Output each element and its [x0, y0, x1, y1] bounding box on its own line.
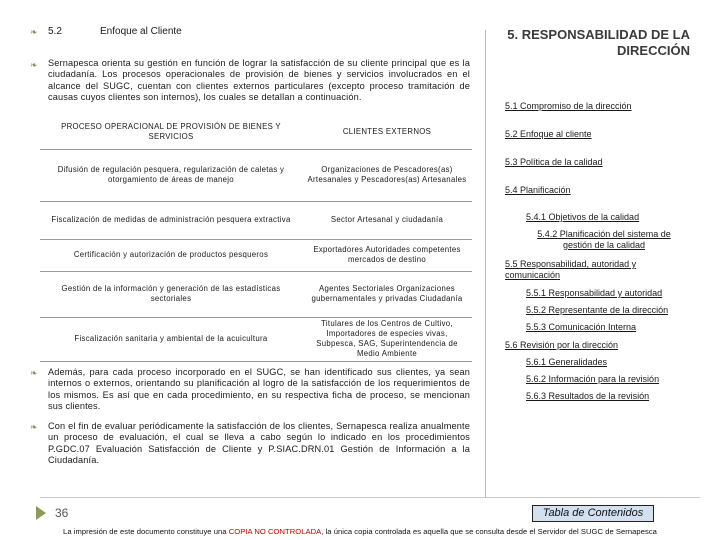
table-row [40, 239, 472, 271]
table-cell-clients: Exportadores Autoridades competentes mercados de destino [302, 239, 472, 271]
section-number: 5.2 [48, 26, 62, 37]
table-cell-process: Difusión de regulación pesquera, regularización de caletas y otorgamiento de áreas de manejo [40, 149, 302, 201]
toc-link-5-3[interactable]: 5.3 Política de la calidad [505, 157, 603, 167]
footer-notice [0, 527, 720, 536]
table-cell-clients: Agentes Sectoriales Organizaciones gubernamentales y privadas Ciudadanía [302, 271, 472, 317]
toc-link-5-4-1[interactable]: 5.4.1 Objetivos de la calidad [526, 212, 640, 222]
toc-link-5-4[interactable]: 5.4 Planificación [505, 185, 571, 195]
table-header-row [40, 115, 472, 149]
section-title: Enfoque al Cliente [100, 26, 182, 37]
bullet-marker: ❧ [30, 60, 38, 70]
table-cell-clients: Titulares de los Centros de Cultivo, Importadores de especies vivas, Subpesca, SAG, Superintendencia de Medio Ambiente [302, 317, 472, 361]
intro-paragraph: Sernapesca orienta su gestión en función de lograr la satisfacción de su cliente principal que es la ciudadanía. Los procesos operacionales de provisión de bienes y servicios involucrados en el alcance del SUGC, cuentan con clientes externos particulares (excepto proceso tramitación de causas cuyos clientes son internos), los cuales se detallan a continuación. [48, 58, 470, 103]
bullet-marker: ❧ [30, 368, 38, 378]
toc-link-5-5[interactable]: 5.5 Responsabilidad, autoridad y comunicación [505, 259, 637, 280]
table-row [40, 149, 472, 201]
toc-link-5-5-1[interactable]: 5.5.1 Responsabilidad y autoridad [526, 288, 663, 298]
bullet-marker: ❧ [30, 422, 38, 432]
footer-highlight: COPIA NO CONTROLADA [228, 527, 322, 536]
toc-link-5-6[interactable]: 5.6 Revisión por la dirección [505, 340, 619, 350]
paragraph-evaluation: Con el fin de evaluar periódicamente la satisfacción de los clientes, Sernapesca realiza anualmente un proceso de evaluación, el cual se lleva a cabo según lo indicado en los procedimientos P.GDC.07 Evaluación Satisfacción de Cliente y P.SIAC.DRN.01 Gestión de Información a la Ciudadanía. [48, 421, 470, 466]
chapter-title: 5. RESPONSABILIDAD DE LA DIRECCIÓN [507, 27, 690, 58]
paragraph-clients: Además, para cada proceso incorporado en el SUGC, se han identificado sus clientes, ya sean internos o externos, orientando su planificación al logro de la satisfacción de los requerimientos de los mismos. Es así que en cada procedimiento, en su respectiva ficha de proceso, se mencionan sus clientes. [48, 367, 470, 412]
toc-link-5-6-1[interactable]: 5.6.1 Generalidades [526, 357, 608, 367]
table-row [40, 201, 472, 239]
table-cell-process: Fiscalización de medidas de administración pesquera extractiva [40, 201, 302, 239]
footer-divider [40, 497, 700, 498]
toc-link-5-4-2[interactable]: 5.4.2 Planificación del sistema de gestión de la calidad [537, 229, 671, 250]
page-number: 36 [55, 506, 69, 520]
footer-text-after: , la única copia controlada es aquella que se consulta desde el Servidor del SUGC de Sernapesca [321, 527, 657, 536]
toc-link-5-1[interactable]: 5.1 Compromiso de la dirección [505, 101, 632, 111]
table-of-contents-button[interactable]: Tabla de Contenidos [532, 505, 654, 522]
toc-link-5-5-2[interactable]: 5.5.2 Representante de la dirección [526, 305, 669, 315]
table-cell-clients: Sector Artesanal y ciudadanía [302, 201, 472, 239]
toc-link-5-6-3[interactable]: 5.6.3 Resultados de la revisión [526, 391, 650, 401]
table-header-clients: CLIENTES EXTERNOS [302, 115, 472, 149]
bullet-marker: ❧ [30, 27, 38, 37]
footer-text-before: La impresión de este documento constituye una [63, 527, 229, 536]
table-row [40, 271, 472, 317]
table-cell-process: Fiscalización sanitaria y ambiental de la acuicultura [40, 317, 302, 361]
column-divider [485, 30, 486, 498]
table-cell-clients: Organizaciones de Pescadores(as) Artesanales y Pescadores(as) Artesanales [302, 149, 472, 201]
table-cell-process: Gestión de la información y generación de las estadísticas sectoriales [40, 271, 302, 317]
process-clients-table [40, 115, 472, 362]
table-cell-process: Certificación y autorización de productos pesqueros [40, 239, 302, 271]
toc-link-5-2[interactable]: 5.2 Enfoque al cliente [505, 129, 592, 139]
page-marker-icon [36, 506, 46, 520]
toc-link-5-5-3[interactable]: 5.5.3 Comunicación Interna [526, 322, 637, 332]
toc-link-5-6-2[interactable]: 5.6.2 Información para la revisión [526, 374, 660, 384]
table-row [40, 317, 472, 361]
table-header-process: PROCESO OPERACIONAL DE PROVISIÓN DE BIENES Y SERVICIOS [40, 115, 302, 149]
